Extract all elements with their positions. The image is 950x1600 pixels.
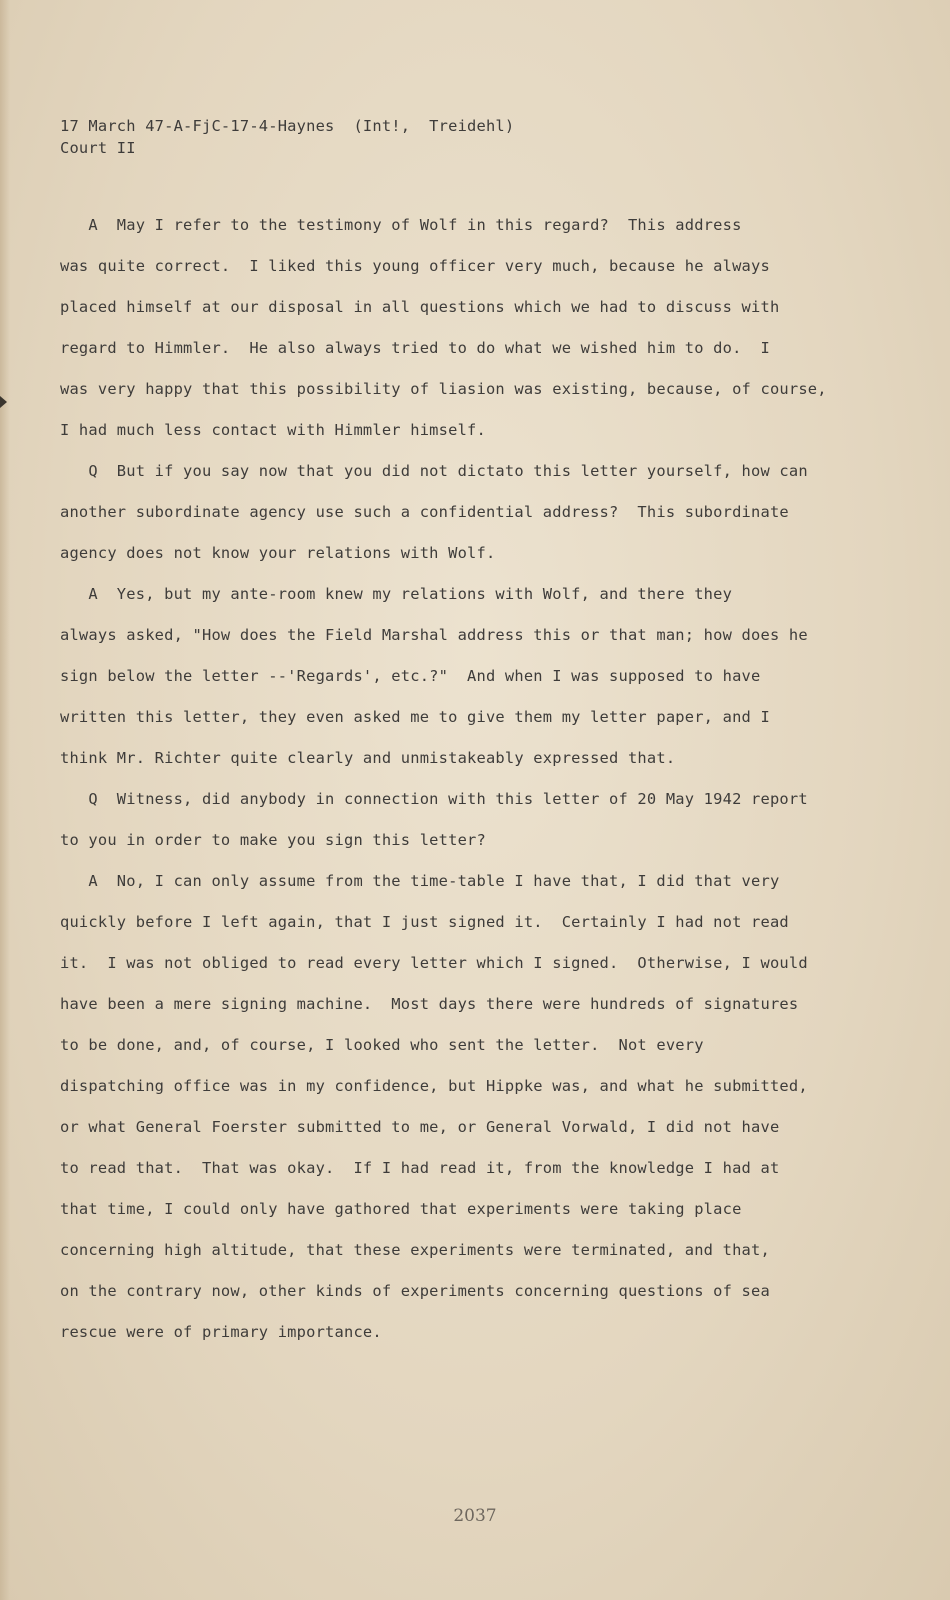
- transcript-line: or what General Foerster submitted to me, or General Vorwald, I did not have: [60, 1118, 780, 1136]
- transcript-line: Q Witness, did anybody in connection with this letter of 20 May 1942 report: [60, 790, 808, 808]
- document-header: [60, 115, 514, 159]
- page-number: 2037: [453, 1506, 497, 1526]
- transcript-line: always asked, "How does the Field Marshal address this or that man; how does he: [60, 626, 808, 644]
- header-reference-line: 17 March 47-A-FjC-17-4-Haynes (Int!, Treidehl): [60, 117, 515, 135]
- header-court-line: Court II: [60, 139, 136, 157]
- transcript-line: A May I refer to the testimony of Wolf in this regard? This address: [60, 216, 742, 234]
- transcript-line: agency does not know your relations with Wolf.: [60, 544, 496, 562]
- transcript-line: have been a mere signing machine. Most days there were hundreds of signatures: [60, 995, 799, 1013]
- transcript-line: concerning high altitude, that these experiments were terminated, and that,: [60, 1241, 770, 1259]
- transcript-line: it. I was not obliged to read every letter which I signed. Otherwise, I would: [60, 954, 808, 972]
- margin-mark: [0, 396, 7, 408]
- transcript-line: think Mr. Richter quite clearly and unmistakeably expressed that.: [60, 749, 676, 767]
- transcript-line: placed himself at our disposal in all questions which we had to discuss with: [60, 298, 780, 316]
- transcript-line: quickly before I left again, that I just signed it. Certainly I had not read: [60, 913, 789, 931]
- transcript-line: A No, I can only assume from the time-table I have that, I did that very: [60, 872, 780, 890]
- transcript-line: dispatching office was in my confidence, but Hippke was, and what he submitted,: [60, 1077, 808, 1095]
- transcript-line: on the contrary now, other kinds of experiments concerning questions of sea: [60, 1282, 770, 1300]
- transcript-line: Q But if you say now that you did not dictato this letter yourself, how can: [60, 462, 808, 480]
- transcript-line: to be done, and, of course, I looked who sent the letter. Not every: [60, 1036, 704, 1054]
- transcript-line: was quite correct. I liked this young officer very much, because he always: [60, 257, 770, 275]
- transcript-line: sign below the letter --'Regards', etc.?" And when I was supposed to have: [60, 667, 761, 685]
- transcript-line: A Yes, but my ante-room knew my relations with Wolf, and there they: [60, 585, 733, 603]
- transcript-line: that time, I could only have gathored that experiments were taking place: [60, 1200, 742, 1218]
- page-edge-shadow: [0, 0, 10, 1600]
- transcript-line: written this letter, they even asked me to give them my letter paper, and I: [60, 708, 770, 726]
- transcript-line: to you in order to make you sign this letter?: [60, 831, 486, 849]
- transcript-line: to read that. That was okay. If I had read it, from the knowledge I had at: [60, 1159, 780, 1177]
- transcript-body: [60, 211, 890, 1359]
- transcript-line: I had much less contact with Himmler himself.: [60, 421, 486, 439]
- transcript-line: another subordinate agency use such a confidential address? This subordinate: [60, 503, 789, 521]
- transcript-line: was very happy that this possibility of liasion was existing, because, of course,: [60, 380, 827, 398]
- transcript-line: regard to Himmler. He also always tried to do what we wished him to do. I: [60, 339, 770, 357]
- transcript-line: rescue were of primary importance.: [60, 1323, 382, 1341]
